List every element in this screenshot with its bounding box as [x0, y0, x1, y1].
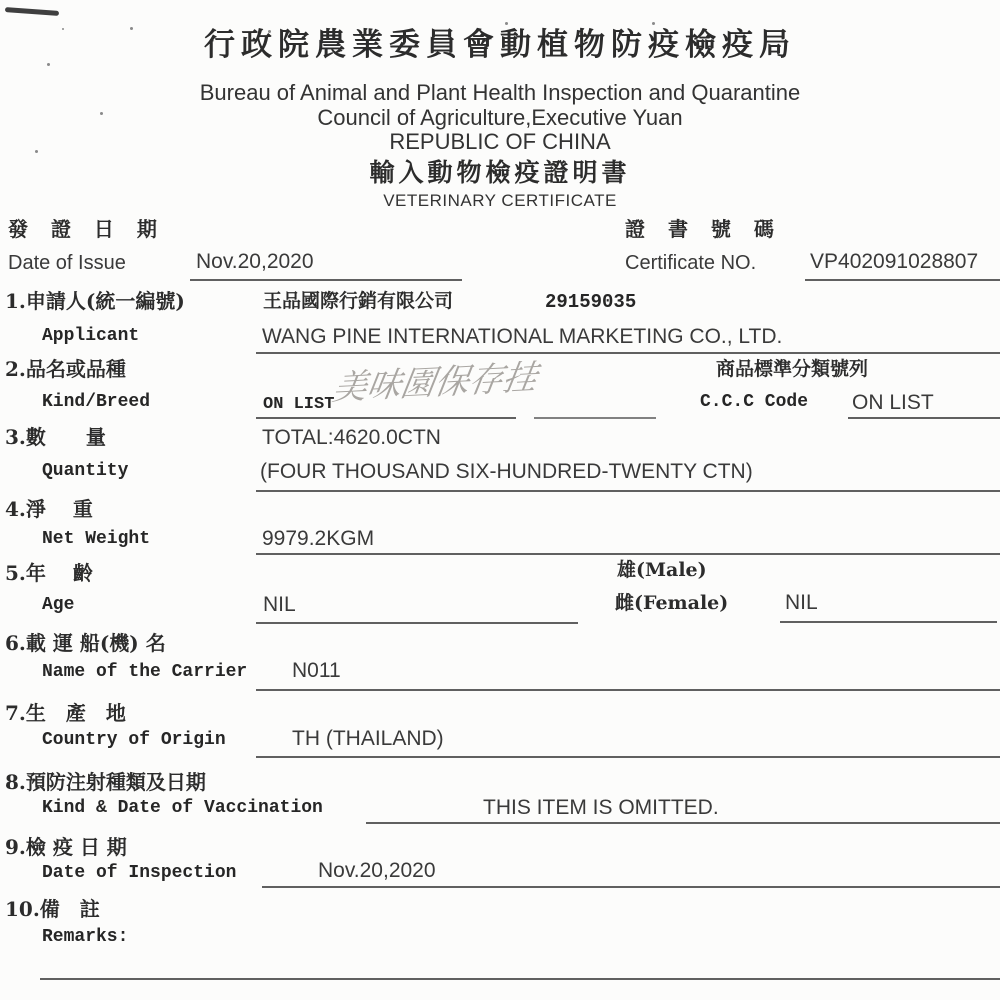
underline-female-age [780, 621, 997, 623]
quantity-label-zh [5, 427, 106, 447]
underline-origin [256, 756, 1000, 758]
quantity-total-value: TOTAL:4620.0CTN [262, 426, 441, 449]
male-label: 雄(Male) [617, 559, 707, 581]
field-number: 10. [5, 897, 40, 921]
date-of-issue-value: Nov.20,2020 [196, 250, 314, 273]
applicant-label-zh [5, 291, 185, 311]
field-label-zh: 年 齡 [25, 561, 93, 585]
underline-certificate-no [805, 279, 1000, 281]
underline-applicant [256, 352, 1000, 354]
origin-label-zh [5, 703, 126, 723]
carrier-label-zh [5, 633, 166, 653]
applicant-uniform-number: 29159035 [545, 291, 637, 313]
net-weight-label-zh [5, 499, 93, 519]
field-label-zh: 備 註 [39, 897, 100, 921]
inspection-value: Nov.20,2020 [318, 859, 436, 882]
underline-carrier [256, 689, 1000, 691]
remarks-label-en: Remarks: [42, 927, 129, 947]
field-label-zh: 申請人(統一編號) [25, 289, 185, 313]
origin-label-en: Country of Origin [42, 730, 226, 750]
field-number: 3. [5, 425, 26, 449]
field-number: 2. [5, 357, 26, 381]
field-number: 8. [5, 770, 26, 794]
field-number: 7. [5, 701, 26, 725]
female-label: 雌(Female) [615, 592, 729, 614]
ccc-code-label: C.C.C Code [700, 392, 809, 412]
carrier-label-en: Name of the Carrier [42, 662, 248, 682]
scan-speck [47, 63, 50, 66]
age-value: NIL [263, 593, 296, 616]
certificate-no-label-en: Certificate NO. [625, 252, 757, 274]
country-line-en: REPUBLIC OF CHINA [389, 129, 611, 154]
council-line-en: Council of Agriculture,Executive Yuan [317, 105, 683, 130]
kind-label-zh [5, 359, 126, 379]
ccc-code-value: ON LIST [852, 391, 934, 414]
underline-net-weight [256, 553, 1000, 555]
net-weight-label-en: Net Weight [42, 529, 151, 549]
underline-ccc-code [848, 417, 1000, 419]
underline-kind-breed-2 [534, 417, 656, 419]
field-label-zh: 品名或品種 [25, 357, 126, 381]
date-of-issue-label-zh: 發 證 日 期 [8, 217, 165, 241]
bureau-title-en: Bureau of Animal and Plant Health Inspection and Quarantine [199, 80, 801, 105]
net-weight-value: 9979.2KGM [262, 527, 375, 550]
field-number: 4. [5, 497, 26, 521]
quantity-in-words: (FOUR THOUSAND SIX-HUNDRED-TWENTY CTN) [260, 460, 753, 483]
doc-title-zh: 輸入動物檢疫證明書 [369, 158, 631, 187]
origin-value: TH (THAILAND) [292, 727, 444, 750]
date-of-issue-label-en: Date of Issue [8, 252, 126, 274]
underline-date-of-issue [190, 279, 462, 281]
field-label-zh: 預防注射種類及日期 [25, 770, 206, 794]
vaccination-value: THIS ITEM IS OMITTED. [483, 796, 719, 819]
scan-speck [652, 22, 655, 25]
field-label-zh: 生 產 地 [25, 701, 126, 725]
quantity-label-en: Quantity [42, 461, 129, 481]
applicant-name-zh: 王品國際行銷有限公司 [263, 290, 454, 312]
scan-speck [505, 22, 508, 25]
field-number: 9. [5, 835, 26, 859]
agency-title-zh: 行政院農業委員會動植物防疫檢疫局 [204, 27, 796, 63]
field-number: 6. [5, 631, 26, 655]
age-label-zh [5, 563, 93, 583]
carrier-value: N011 [292, 659, 341, 682]
underline-kind-breed [256, 417, 516, 419]
field-label-zh: 檢 疫 日 期 [25, 835, 127, 859]
field-number: 1. [5, 289, 26, 313]
age-label-en: Age [42, 595, 75, 615]
underline-age [256, 622, 578, 624]
remarks-label-zh [5, 899, 100, 919]
female-age-value: NIL [785, 591, 818, 614]
inspection-label-zh [5, 837, 127, 857]
kind-label-en: Kind/Breed [42, 392, 151, 412]
field-label-zh: 數 量 [25, 425, 106, 449]
doc-title-en: VETERINARY CERTIFICATE [383, 191, 617, 210]
certificate-no-label-zh: 證 書 號 碼 [625, 217, 782, 241]
remarks-rule-line [40, 978, 1000, 980]
scan-artifact-streak [5, 7, 59, 16]
certificate-no-value: VP402091028807 [810, 250, 979, 273]
handwritten-annotation: 美味園保存挂 [329, 357, 541, 409]
vaccination-label-en: Kind & Date of Vaccination [42, 798, 323, 818]
inspection-label-en: Date of Inspection [42, 863, 237, 883]
applicant-label-en: Applicant [42, 326, 140, 346]
field-number: 5. [5, 561, 26, 585]
applicant-name-en: WANG PINE INTERNATIONAL MARKETING CO., LTD. [262, 325, 783, 348]
underline-inspection [262, 886, 1000, 888]
vaccination-label-zh [5, 772, 206, 792]
field-label-zh: 載 運 船(機) 名 [25, 631, 166, 655]
ccc-header-zh: 商品標準分類號列 [716, 358, 869, 380]
underline-vaccination [366, 822, 1000, 824]
kind-value: ON LIST [263, 395, 335, 414]
field-label-zh: 淨 重 [25, 497, 93, 521]
underline-quantity [256, 490, 1000, 492]
